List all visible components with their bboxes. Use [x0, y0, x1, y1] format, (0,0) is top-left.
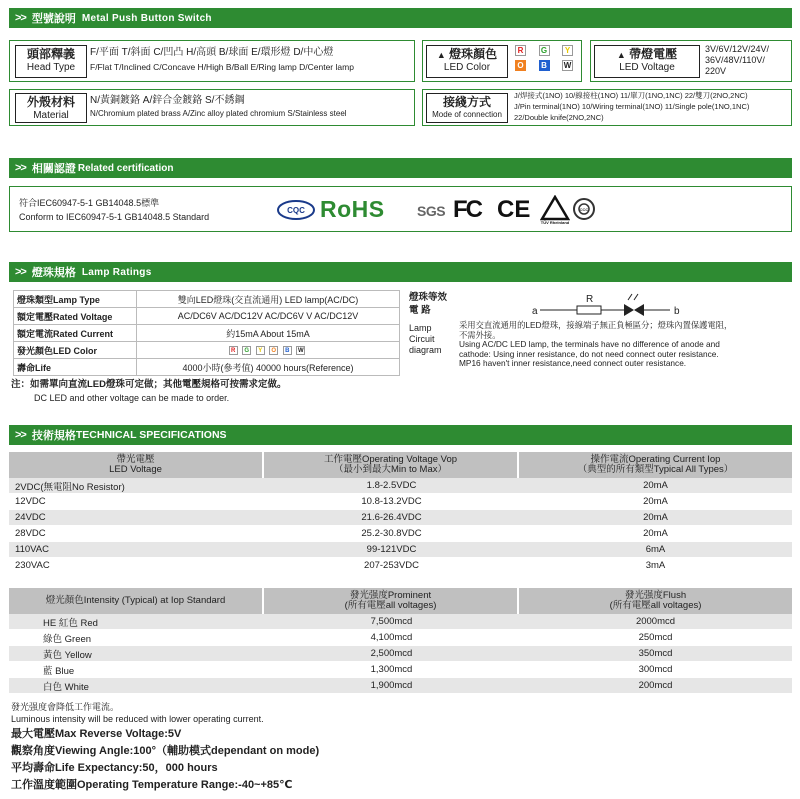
table-row: 2VDC(無電阻No Resistor) 1.8-2.5VDC 20mA [9, 478, 792, 494]
rohs-logo-icon: RoHS [320, 196, 385, 222]
section-title-cn: 技術規格 [31, 430, 76, 442]
svg-text:a: a [532, 306, 538, 317]
led-color-chips [515, 45, 579, 71]
svg-text:CCC: CCC [579, 207, 589, 212]
triangle-icon: ▲ [436, 50, 446, 60]
intensity-spec-table [9, 588, 792, 694]
table-row: 綠色 Green 4,100mcd 250mcd [9, 630, 792, 646]
color-chip-b: B [539, 60, 550, 71]
connection-options: J/焊接式(1NO) 10/線接柱(1NO) 11/單刀(1NO,1NC) 22/雙刀(2NO,2NC) J/Pin terminal(1NO) 10/Wiring terminal(1NO) 11/Single pole(1NO,1NC) 22/Double knife(2NO,2NC) [514, 91, 750, 122]
double-arrow-icon: >> [15, 162, 26, 174]
voltage-spec-table [9, 452, 792, 574]
lamp-ratings-table [13, 290, 400, 376]
color-chip-y: Y [562, 45, 573, 56]
table-row: 28VDC 25.2-30.8VDC 20mA [9, 526, 792, 542]
color-chip-r: R [515, 45, 526, 56]
section-title-en: TECHNICAL SPECIFICATIONS [75, 429, 227, 441]
section-title-en: Related certification [77, 162, 174, 174]
head-type-options-en: F/Flat T/Inclined C/Concave H/High B/Ball E/Ring lamp D/Center lamp [90, 62, 354, 72]
material-box [9, 89, 415, 126]
certification-box [9, 186, 792, 232]
table-row: 24VDC 21.6-26.4VDC 20mA [9, 510, 792, 526]
tuv-logo-icon [540, 195, 570, 225]
led-voltage-box [590, 40, 792, 82]
circuit-diagram-icon [524, 290, 694, 320]
footer-note-cn: 發光强度會降低工作電流。 [11, 702, 120, 712]
svg-text:CQC: CQC [287, 206, 305, 215]
max-reverse-voltage: 最大電壓Max Reverse Voltage:5V [11, 728, 182, 740]
svg-text:b: b [674, 306, 680, 317]
circuit-panel [404, 290, 792, 375]
sgs-logo-icon: SGS [417, 203, 446, 219]
section-title-cn: 相關認證 [31, 163, 76, 175]
double-arrow-icon: >> [15, 429, 26, 441]
table-row: HE 紅色 Red 7,500mcd 2000mcd [9, 614, 792, 630]
led-color-label: ▲ 燈珠顏色 LED Color [426, 45, 508, 78]
table-row: 12VDC 10.8-13.2VDC 20mA [9, 494, 792, 510]
viewing-angle: 觀察角度Viewing Angle:100°（輔助模式dependant on mode) [11, 745, 320, 757]
svg-text:R: R [586, 294, 594, 305]
ccc-logo-icon [572, 197, 596, 221]
section-bar-model [9, 8, 792, 28]
circuit-label-cn: 燈珠等效 電 路 [409, 292, 448, 316]
section-title-cn: 燈珠規格 [31, 267, 76, 279]
table-row: 黃色 Yellow 2,500mcd 350mcd [9, 646, 792, 662]
table-row: 發光顏色LED Color R G Y O B W [14, 342, 400, 359]
double-arrow-icon: >> [15, 266, 26, 278]
section-bar-lamp-ratings [9, 262, 792, 282]
led-color-box [422, 40, 582, 82]
ce-logo-icon: CE [497, 196, 531, 223]
table-header: 燈光顏色Intensity (Typical) at Iop Standard 發光强度Prominent (所有電壓all voltages) 發光强度Flush (所有電壓all voltages) [9, 588, 792, 614]
fc-logo-icon: FC [453, 196, 481, 223]
triangle-icon: ▲ [616, 50, 626, 60]
svg-text:TÜV Rheinland: TÜV Rheinland [540, 220, 570, 225]
connection-label: 接綫方式 Mode of connection [426, 93, 508, 123]
table-row: 額定電壓Rated Voltage AC/DC6V AC/DC12V AC/DC6V V AC/DC12V [14, 308, 400, 325]
head-type-label: 頭部釋義 Head Type [15, 45, 87, 78]
table-row: 230VAC 207-253VDC 3mA [9, 558, 792, 574]
led-voltage-label: ▲ 帶燈電壓 LED Voltage [594, 45, 700, 78]
section-title-en: Lamp Ratings [81, 266, 152, 278]
footer-note-en: Luminous intensity will be reduced with lower operating current. [11, 714, 264, 724]
section-title-en: Metal Push Button Switch [81, 12, 212, 24]
table-row: 藍 Blue 1,300mcd 300mcd [9, 662, 792, 678]
material-options-en: N/Chromium plated brass A/Zinc alloy plated chromium S/Stainless steel [90, 109, 347, 118]
section-title-cn: 型號說明 [31, 13, 76, 25]
table-row: 白色 White 1,900mcd 200mcd [9, 678, 792, 694]
table-row: 壽命Life 4000小時(參考值) 40000 hours(Reference) [14, 359, 400, 376]
note-cn: 注：如需單向直流LED燈珠可定做；其他電壓規格可按需求定做。 [11, 379, 287, 390]
life-expectancy: 平均壽命Life Expectancy:50，000 hours [11, 762, 218, 774]
head-type-box [9, 40, 415, 82]
operating-temperature: 工作溫度範圍Operating Temperature Range:-40~+85℃ [11, 779, 293, 791]
material-label: 外殼材料 Material [15, 93, 87, 123]
led-color-chips-cell: R G Y O B W [137, 342, 400, 359]
circuit-label-en: Lamp Circuit diagram [409, 323, 442, 355]
table-row: 燈珠類型Lamp Type 雙向LED燈珠(交直流通用) LED lamp(AC/DC) [14, 291, 400, 308]
table-row: 額定電流Rated Current 約15mA About 15mA [14, 325, 400, 342]
color-chip-g: G [539, 45, 550, 56]
double-arrow-icon: >> [15, 12, 26, 24]
section-bar-certification [9, 158, 792, 178]
section-bar-technical [9, 425, 792, 445]
color-chip-o: O [515, 60, 526, 71]
table-header: 帶光電壓 LED Voltage 工作電壓Operating Voltage Vop （最小到最大Min to Max） 操作電流Operating Current Iop （典型的所有類型Typical All Types） [9, 452, 792, 478]
connection-box [422, 89, 792, 126]
led-voltage-values: 3V/6V/12V/24V/ 36V/48V/110V/ 220V [705, 44, 770, 76]
material-options-cn: N/黃銅鍍鉻 A/鋅合金鍍鉻 S/不銹鋼 [90, 95, 245, 106]
cqc-logo-icon [276, 199, 316, 221]
certification-text: 符合IEC60947-5-1 GB14048.5標準 Conform to IEC60947-5-1 GB14048.5 Standard [19, 198, 210, 222]
head-type-options-cn: F/平面 T/斜面 C/凹凸 H/高頭 B/球面 E/環形燈 D/中心燈 [90, 47, 334, 58]
note-en: DC LED and other voltage can be made to order. [34, 393, 230, 403]
circuit-description: 采用交直流通用的LED燈珠，接線端子無正負極區分；燈珠內置保護電阻， 不需外接。 Using AC/DC LED lamp, the terminals have no difference of anode and cathode: Using inner resistance, do not need connect outer resistance. MP16 haven't inner resistance,need connect outer resistance. [459, 320, 733, 369]
table-row: 110VAC 99-121VDC 6mA [9, 542, 792, 558]
color-chip-w: W [563, 61, 572, 71]
